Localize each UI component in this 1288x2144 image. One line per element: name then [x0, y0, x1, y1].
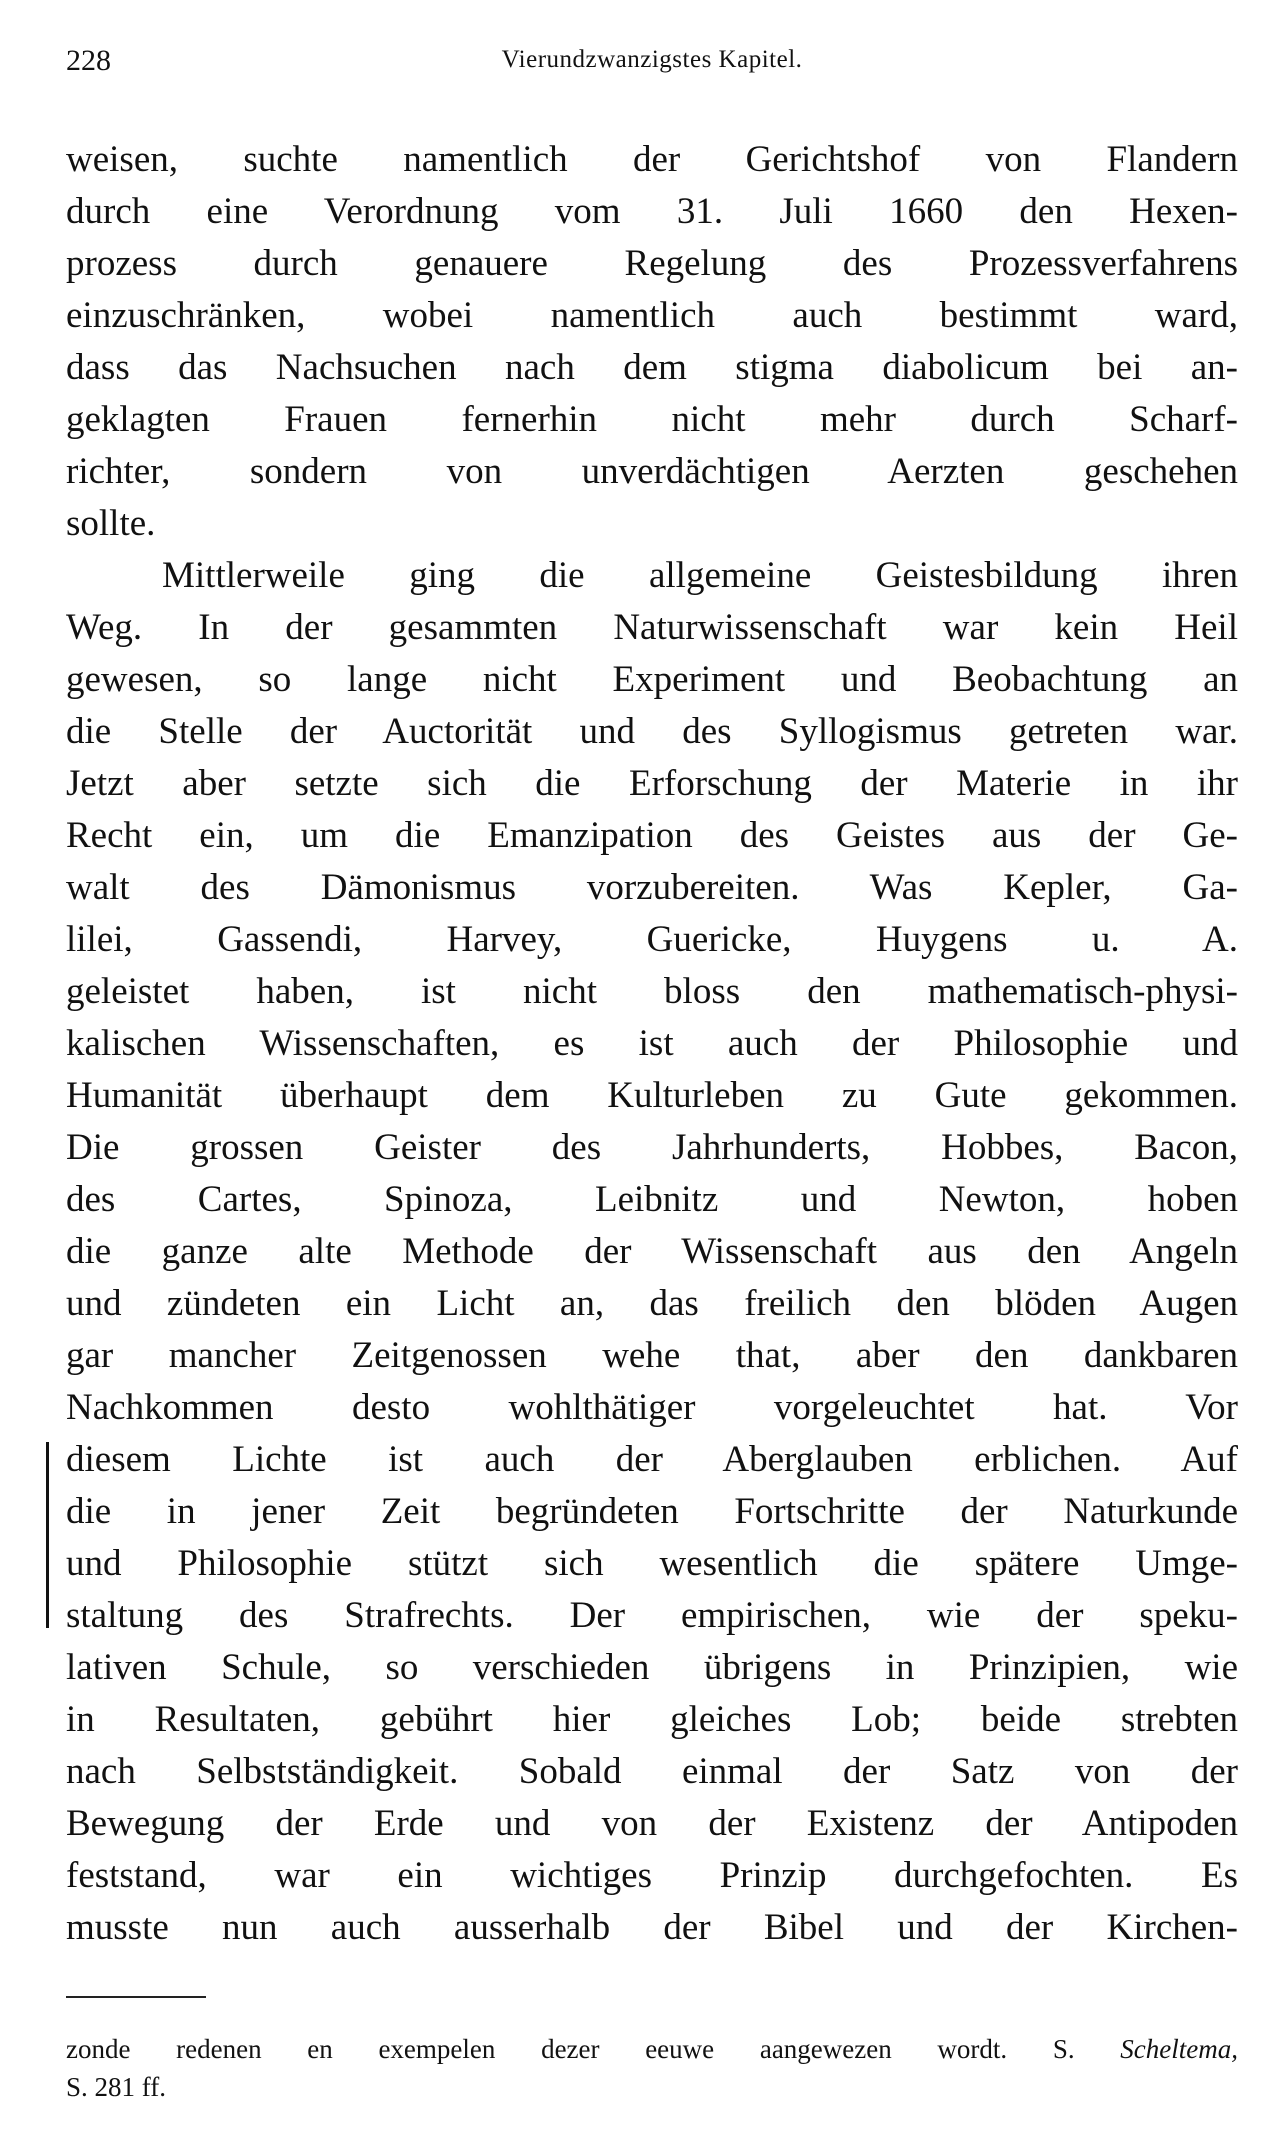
text-line: Nachkommen desto wohlthätiger vorgeleuchtet hat. Vor — [66, 1387, 1238, 1428]
text-line: gar mancher Zeitgenossen wehe that, aber den dankbaren — [66, 1335, 1238, 1376]
text-line: die in jener Zeit begründeten Fortschritte der Naturkunde — [66, 1491, 1238, 1532]
text-line: Mittlerweile ging die allgemeine Geistesbildung ihren — [162, 555, 1238, 596]
text-line: lilei, Gassendi, Harvey, Guericke, Huygens u. A. — [66, 919, 1238, 960]
text-line: richter, sondern von unverdächtigen Aerzten geschehen — [66, 451, 1238, 492]
page-number: 228 — [66, 44, 111, 77]
text-line: Jetzt aber setzte sich die Erforschung der Materie in ihr — [66, 763, 1238, 804]
text-line: und Philosophie stützt sich wesentlich die spätere Umge- — [66, 1543, 1238, 1584]
body-text — [66, 134, 1238, 1954]
text-line: Weg. In der gesammten Naturwissenschaft war kein Heil — [66, 607, 1238, 648]
text-line: durch eine Verordnung vom 31. Juli 1660 den Hexen- — [66, 191, 1238, 232]
footnote-line — [66, 2030, 1238, 2068]
footnote-author: Scheltema, — [1120, 2034, 1238, 2064]
footnote-line: S. 281 ff. — [66, 2072, 167, 2102]
footnote — [66, 2030, 1238, 2106]
footnote-rule — [66, 1996, 206, 1998]
text-line: prozess durch genauere Regelung des Prozessverfahrens — [66, 243, 1238, 284]
text-line: die Stelle der Auctorität und des Syllogismus getreten war. — [66, 711, 1238, 752]
text-line: des Cartes, Spinoza, Leibnitz und Newton, hoben — [66, 1179, 1238, 1220]
text-line: geklagten Frauen fernerhin nicht mehr durch Scharf- — [66, 399, 1238, 440]
margin-bracket-mark — [46, 1442, 49, 1628]
text-line: die ganze alte Methode der Wissenschaft aus den Angeln — [66, 1231, 1238, 1272]
text-line: gewesen, so lange nicht Experiment und Beobachtung an — [66, 659, 1238, 700]
footnote-text: zonde redenen en exempelen dezer eeuwe aangewezen wordt. S. — [66, 2034, 1075, 2064]
text-line: Humanität überhaupt dem Kulturleben zu Gute gekommen. — [66, 1075, 1238, 1116]
text-line: weisen, suchte namentlich der Gerichtshof von Flandern — [66, 139, 1238, 180]
text-line: und zündeten ein Licht an, das freilich den blöden Augen — [66, 1283, 1238, 1324]
text-line: dass das Nachsuchen nach dem stigma diabolicum bei an- — [66, 347, 1238, 388]
text-line: in Resultaten, gebührt hier gleiches Lob; beide strebten — [66, 1699, 1238, 1740]
text-line: Die grossen Geister des Jahrhunderts, Hobbes, Bacon, — [66, 1127, 1238, 1168]
text-line: Recht ein, um die Emanzipation des Geistes aus der Ge- — [66, 815, 1238, 856]
text-line: geleistet haben, ist nicht bloss den mathematisch-physi- — [66, 971, 1238, 1012]
text-line: diesem Lichte ist auch der Aberglauben erblichen. Auf — [66, 1439, 1238, 1480]
text-line: sollte. — [66, 503, 156, 544]
text-line: einzuschränken, wobei namentlich auch bestimmt ward, — [66, 295, 1238, 336]
text-line: staltung des Strafrechts. Der empirischen, wie der speku- — [66, 1595, 1238, 1636]
text-line: walt des Dämonismus vorzubereiten. Was Kepler, Ga- — [66, 867, 1238, 908]
text-line: nach Selbstständigkeit. Sobald einmal der Satz von der — [66, 1751, 1238, 1792]
running-header — [66, 44, 1238, 84]
text-line: Bewegung der Erde und von der Existenz der Antipoden — [66, 1803, 1238, 1844]
text-line: lativen Schule, so verschieden übrigens in Prinzipien, wie — [66, 1647, 1238, 1688]
text-line: feststand, war ein wichtiges Prinzip durchgefochten. Es — [66, 1855, 1238, 1896]
running-title: Vierundzwanzigstes Kapitel. — [501, 46, 803, 73]
text-line: musste nun auch ausserhalb der Bibel und der Kirchen- — [66, 1907, 1238, 1948]
text-line: kalischen Wissenschaften, es ist auch der Philosophie und — [66, 1023, 1238, 1064]
